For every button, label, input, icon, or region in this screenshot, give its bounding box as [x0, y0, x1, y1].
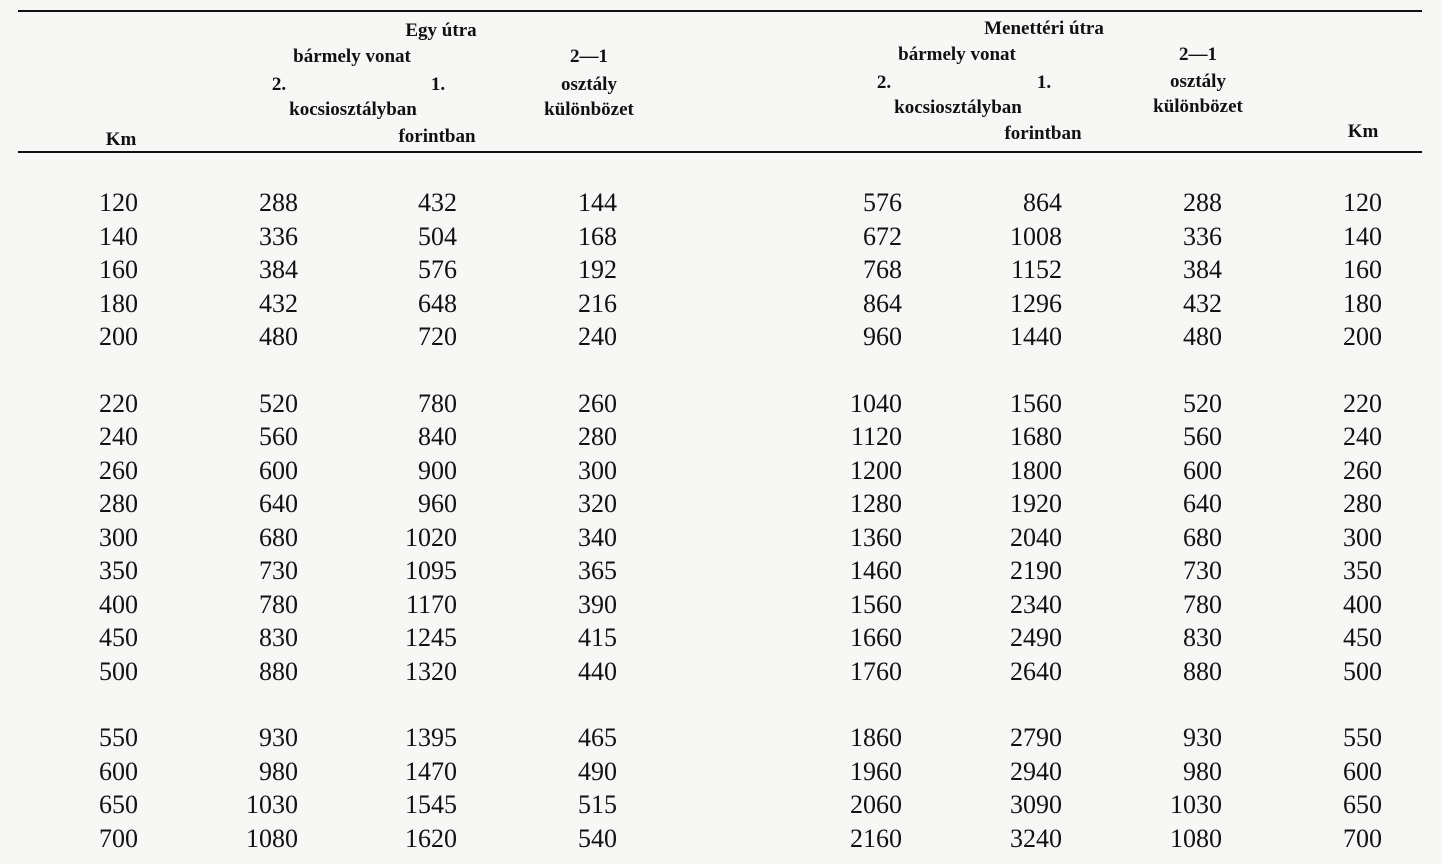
egy-class2-price: 336: [259, 221, 298, 251]
menet-class2-price: 1120: [850, 422, 902, 451]
menet-class2-price: 672: [863, 221, 902, 251]
egy-class-difference: 240: [578, 322, 617, 351]
menet-class1-price: 1680: [1010, 422, 1062, 451]
km-cell-right: 140: [1343, 221, 1382, 251]
header-egy-diff-line1: 2—1: [570, 46, 608, 67]
egy-class-difference: 440: [578, 656, 617, 686]
menet-class1-price: 3090: [1010, 790, 1062, 819]
km-cell: 120: [99, 188, 138, 217]
menet-class1-price: 1440: [1010, 322, 1062, 351]
header-menet-diff-line3: különbözet: [1153, 96, 1243, 117]
table-row: [0, 788, 1442, 822]
menet-class1-price: 2190: [1010, 556, 1062, 585]
table-row: [0, 588, 1442, 622]
menet-class2-price: 576: [863, 188, 902, 217]
fare-table-body: [0, 186, 1442, 855]
menet-class1-price: 2490: [1010, 623, 1062, 652]
egy-class1-price: 1320: [405, 656, 457, 686]
egy-class2-price: 520: [259, 388, 298, 418]
menet-class-difference: 1080: [1170, 823, 1222, 853]
km-cell-right: 280: [1343, 489, 1382, 518]
km-cell: 140: [99, 221, 138, 251]
egy-class1-price: 900: [418, 455, 457, 485]
egy-class-difference: 490: [578, 756, 617, 786]
header-egy-class-2: 2.: [271, 74, 287, 95]
menet-class1-price: 2040: [1010, 522, 1062, 552]
menet-class1-price: 1800: [1010, 455, 1062, 485]
km-cell: 650: [99, 790, 138, 819]
menet-class2-price: 1760: [850, 656, 902, 686]
km-cell-right: 650: [1343, 790, 1382, 819]
egy-class1-price: 648: [418, 288, 457, 318]
table-row: [0, 487, 1442, 521]
km-cell: 280: [99, 489, 138, 518]
header-menet-barmely-vonat: bármely vonat: [898, 44, 1016, 65]
egy-class-difference: 515: [578, 790, 617, 819]
egy-class-difference: 300: [578, 455, 617, 485]
header-bottom-rule: [18, 151, 1422, 153]
table-row: [0, 454, 1442, 488]
table-row: [0, 655, 1442, 689]
km-cell: 400: [99, 589, 138, 619]
menet-class-difference: 336: [1183, 221, 1222, 251]
menet-class1-price: 2640: [1010, 656, 1062, 686]
egy-class-difference: 465: [578, 723, 617, 752]
egy-class2-price: 384: [259, 255, 298, 284]
egy-class2-price: 480: [259, 322, 298, 351]
egy-class1-price: 1620: [405, 823, 457, 853]
km-cell: 180: [99, 288, 138, 318]
km-cell-right: 260: [1343, 455, 1382, 485]
menet-class2-price: 2060: [850, 790, 902, 819]
table-row: [0, 554, 1442, 588]
menet-class-difference: 780: [1183, 589, 1222, 619]
egy-class1-price: 1545: [405, 790, 457, 819]
menet-class1-price: 1560: [1010, 388, 1062, 418]
egy-class2-price: 288: [259, 188, 298, 217]
header-menet-forintban: forintban: [1004, 123, 1082, 144]
egy-class-difference: 168: [578, 221, 617, 251]
egy-class2-price: 980: [259, 756, 298, 786]
header-menetteri-utra: Menettéri útra: [984, 18, 1104, 39]
menet-class2-price: 1360: [850, 522, 902, 552]
egy-class-difference: 260: [578, 388, 617, 418]
menet-class2-price: 2160: [850, 823, 902, 853]
egy-class1-price: 720: [418, 322, 457, 351]
egy-class2-price: 880: [259, 656, 298, 686]
menet-class-difference: 730: [1183, 556, 1222, 585]
menet-class2-price: 1560: [850, 589, 902, 619]
menet-class-difference: 432: [1183, 288, 1222, 318]
km-cell-right: 600: [1343, 756, 1382, 786]
egy-class2-price: 640: [259, 489, 298, 518]
egy-class-difference: 540: [578, 823, 617, 853]
table-row: [0, 755, 1442, 789]
egy-class2-price: 680: [259, 522, 298, 552]
egy-class1-price: 840: [418, 422, 457, 451]
km-cell: 220: [99, 388, 138, 418]
egy-class-difference: 365: [578, 556, 617, 585]
menet-class-difference: 288: [1183, 188, 1222, 217]
egy-class-difference: 192: [578, 255, 617, 284]
egy-class1-price: 1245: [405, 623, 457, 652]
table-row: [0, 822, 1442, 856]
table-row: [0, 721, 1442, 755]
table-row: [0, 621, 1442, 655]
menet-class1-price: 864: [1023, 188, 1062, 217]
egy-class2-price: 432: [259, 288, 298, 318]
menet-class-difference: 520: [1183, 388, 1222, 418]
menet-class1-price: 2340: [1010, 589, 1062, 619]
egy-class2-price: 1030: [246, 790, 298, 819]
km-cell: 600: [99, 756, 138, 786]
egy-class1-price: 960: [418, 489, 457, 518]
top-rule: [18, 10, 1422, 12]
menet-class2-price: 1860: [850, 723, 902, 752]
header-menet-class-2: 2.: [876, 72, 892, 93]
table-row: [0, 521, 1442, 555]
menet-class2-price: 1460: [850, 556, 902, 585]
menet-class1-price: 1152: [1010, 255, 1062, 284]
header-egy-barmely-vonat: bármely vonat: [293, 46, 411, 67]
km-cell-right: 200: [1343, 322, 1382, 351]
egy-class1-price: 504: [418, 221, 457, 251]
egy-class2-price: 1080: [246, 823, 298, 853]
km-cell-right: 700: [1343, 823, 1382, 853]
egy-class1-price: 1170: [405, 589, 457, 619]
menet-class-difference: 384: [1183, 255, 1222, 284]
km-cell: 700: [99, 823, 138, 853]
menet-class2-price: 1040: [850, 388, 902, 418]
egy-class1-price: 1395: [405, 723, 457, 752]
menet-class-difference: 600: [1183, 455, 1222, 485]
egy-class-difference: 415: [578, 623, 617, 652]
menet-class-difference: 830: [1183, 623, 1222, 652]
menet-class1-price: 2790: [1010, 723, 1062, 752]
menet-class-difference: 680: [1183, 522, 1222, 552]
menet-class2-price: 1280: [850, 489, 902, 518]
header-egy-forintban: forintban: [398, 126, 476, 147]
km-cell-right: 120: [1343, 188, 1382, 217]
egy-class2-price: 930: [259, 723, 298, 752]
km-cell-right: 300: [1343, 522, 1382, 552]
menet-class-difference: 640: [1183, 489, 1222, 518]
table-row: [0, 420, 1442, 454]
menet-class1-price: 2940: [1010, 756, 1062, 786]
km-cell: 200: [99, 322, 138, 351]
menet-class2-price: 864: [863, 288, 902, 318]
header-km-right: Km: [1347, 121, 1379, 142]
menet-class-difference: 930: [1183, 723, 1222, 752]
km-cell: 260: [99, 455, 138, 485]
egy-class2-price: 730: [259, 556, 298, 585]
table-row: [0, 253, 1442, 287]
header-egy-class-1: 1.: [430, 74, 446, 95]
km-cell-right: 220: [1343, 388, 1382, 418]
menet-class1-price: 1920: [1010, 489, 1062, 518]
km-cell-right: 350: [1343, 556, 1382, 585]
menet-class2-price: 1960: [850, 756, 902, 786]
menet-class2-price: 960: [863, 322, 902, 351]
table-row: [0, 186, 1442, 220]
table-row: [0, 387, 1442, 421]
menet-class1-price: 1296: [1010, 288, 1062, 318]
menet-class2-price: 1660: [850, 623, 902, 652]
menet-class2-price: 1200: [850, 455, 902, 485]
egy-class1-price: 780: [418, 388, 457, 418]
km-cell: 240: [99, 422, 138, 451]
km-cell: 350: [99, 556, 138, 585]
menet-class2-price: 768: [863, 255, 902, 284]
header-egy-utra: Egy útra: [405, 20, 477, 41]
km-cell-right: 180: [1343, 288, 1382, 318]
km-cell: 450: [99, 623, 138, 652]
egy-class-difference: 144: [578, 188, 617, 217]
menet-class-difference: 880: [1183, 656, 1222, 686]
egy-class1-price: 1020: [405, 522, 457, 552]
egy-class-difference: 216: [578, 288, 617, 318]
header-egy-kocsiosztalyban: kocsiosztályban: [289, 99, 417, 120]
header-egy-diff-line3: különbözet: [544, 99, 634, 120]
egy-class-difference: 320: [578, 489, 617, 518]
km-cell-right: 160: [1343, 255, 1382, 284]
km-cell: 500: [99, 656, 138, 686]
km-cell-right: 240: [1343, 422, 1382, 451]
menet-class-difference: 1030: [1170, 790, 1222, 819]
km-cell-right: 400: [1343, 589, 1382, 619]
header-menet-class-1: 1.: [1036, 72, 1052, 93]
egy-class1-price: 1470: [405, 756, 457, 786]
km-cell-right: 500: [1343, 656, 1382, 686]
km-cell: 300: [99, 522, 138, 552]
km-cell: 160: [99, 255, 138, 284]
egy-class1-price: 1095: [405, 556, 457, 585]
header-menet-diff-line2: osztály: [1170, 71, 1226, 92]
egy-class2-price: 830: [259, 623, 298, 652]
header-menet-diff-line1: 2—1: [1179, 44, 1217, 65]
header-km-left: Km: [105, 129, 137, 150]
menet-class-difference: 980: [1183, 756, 1222, 786]
egy-class-difference: 340: [578, 522, 617, 552]
table-row: [0, 320, 1442, 354]
table-row: [0, 220, 1442, 254]
km-cell-right: 550: [1343, 723, 1382, 752]
egy-class-difference: 280: [578, 422, 617, 451]
header-egy-diff-line2: osztály: [561, 74, 617, 95]
egy-class2-price: 600: [259, 455, 298, 485]
egy-class2-price: 560: [259, 422, 298, 451]
egy-class1-price: 432: [418, 188, 457, 217]
egy-class2-price: 780: [259, 589, 298, 619]
header-menet-kocsiosztalyban: kocsiosztályban: [894, 97, 1022, 118]
menet-class1-price: 1008: [1010, 221, 1062, 251]
egy-class-difference: 390: [578, 589, 617, 619]
table-row: [0, 287, 1442, 321]
egy-class1-price: 576: [418, 255, 457, 284]
menet-class-difference: 480: [1183, 322, 1222, 351]
km-cell-right: 450: [1343, 623, 1382, 652]
km-cell: 550: [99, 723, 138, 752]
menet-class1-price: 3240: [1010, 823, 1062, 853]
menet-class-difference: 560: [1183, 422, 1222, 451]
